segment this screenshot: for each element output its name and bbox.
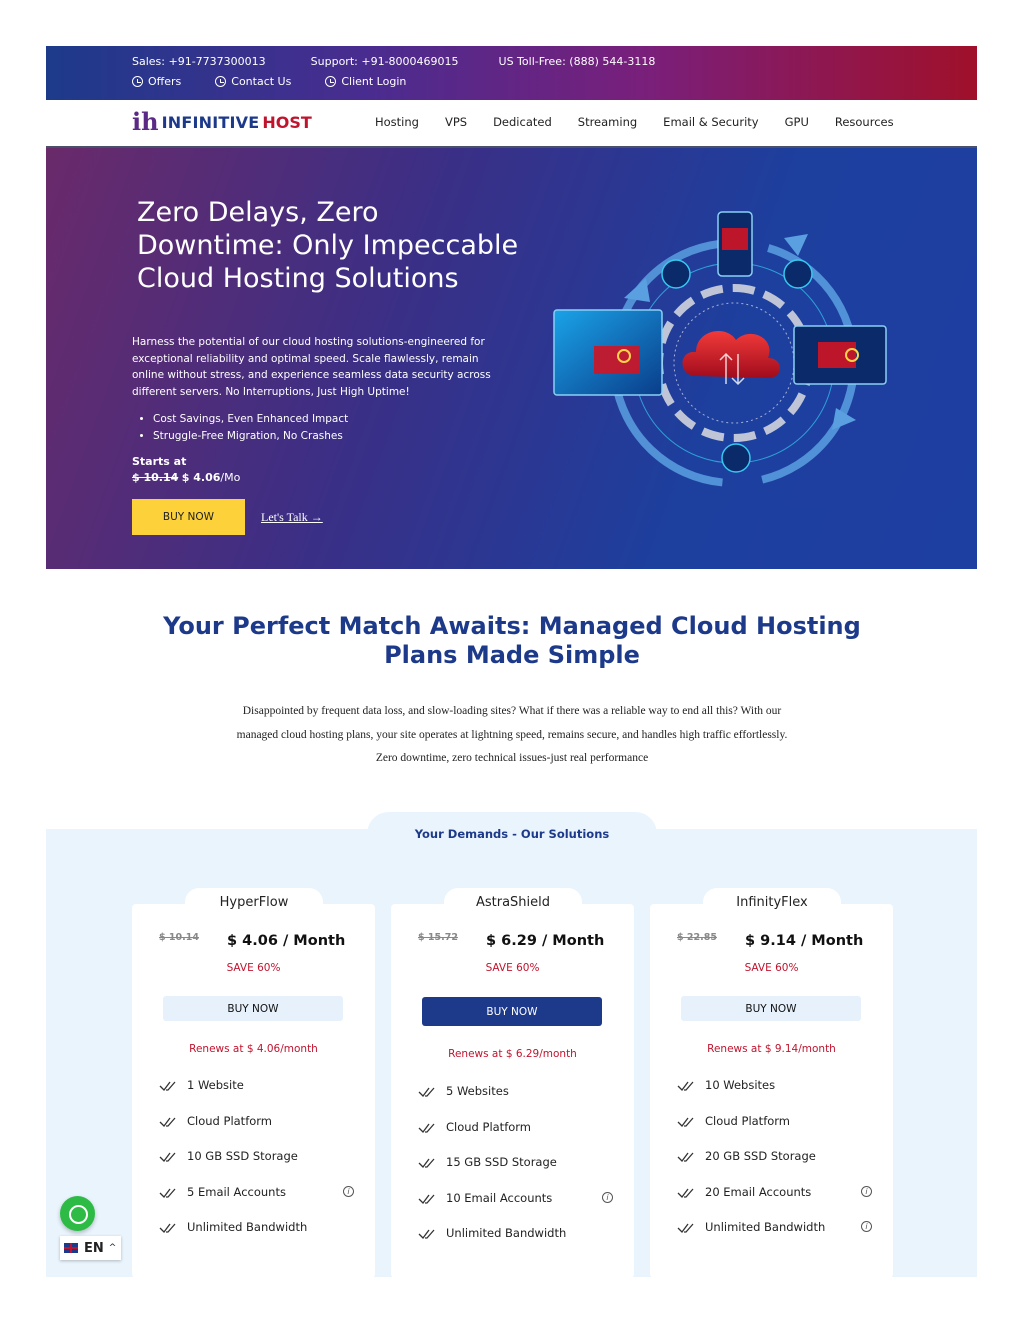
double-check-icon [159, 1116, 177, 1128]
hero-bullet: • Cost Savings, Even Enhanced Impact [153, 411, 348, 428]
plan-name: HyperFlow [185, 888, 323, 914]
plans-tab-label[interactable]: Your Demands - Our Solutions [414, 827, 610, 841]
tollfree-phone[interactable]: (888) 544-3118 [569, 55, 656, 68]
support-phone[interactable]: +91-8000469015 [361, 55, 459, 68]
lets-talk-link[interactable]: Let's Talk → [261, 510, 323, 524]
sales-phone[interactable]: +91-7737300013 [168, 55, 266, 68]
sales-label: Sales: [132, 55, 165, 68]
contact-us-label: Contact Us [231, 75, 292, 88]
plan-buy-now-button[interactable]: BUY NOW [163, 996, 343, 1021]
client-login-link[interactable] [325, 75, 406, 88]
hero-price-period: /Mo [220, 471, 241, 484]
plan-feature-label: Unlimited Bandwidth [446, 1226, 567, 1240]
plan-feature-label: 20 GB SSD Storage [705, 1149, 816, 1163]
plans-intro-line: Disappointed by frequent data loss, and slow-loading sites? What if there was a reliable way to end all this? With our [242, 705, 782, 717]
plan-feature [418, 1120, 618, 1156]
starts-at-label: Starts at [132, 455, 187, 468]
plan-feature [677, 1185, 877, 1221]
plan-save-badge: SAVE 60% [485, 962, 540, 974]
plan-feature-label: 20 Email Accounts [705, 1184, 812, 1199]
hero-new-price: $ 4.06 [181, 471, 221, 484]
plan-feature [418, 1191, 618, 1227]
plan-save-badge: SAVE 60% [744, 962, 799, 974]
plan-name: InfinityFlex [703, 888, 841, 914]
menu-item-vps[interactable]: VPS [444, 115, 468, 129]
info-icon[interactable]: i [343, 1186, 354, 1197]
plan-price: $ 9.14 / Month [745, 933, 864, 949]
plan-feature [677, 1114, 877, 1150]
plan-buy-now-button[interactable]: BUY NOW [681, 996, 861, 1021]
plan-feature [159, 1185, 359, 1221]
double-check-icon [418, 1157, 436, 1169]
plan-feature-label: Cloud Platform [446, 1119, 532, 1134]
contact-us-link[interactable] [215, 75, 291, 88]
double-check-icon [677, 1222, 695, 1234]
menu-item-hosting[interactable]: Hosting [375, 115, 419, 129]
whatsapp-icon[interactable] [60, 1196, 95, 1231]
menu-item-gpu[interactable]: GPU [784, 115, 809, 129]
tollfree-label: US Toll-Free: [498, 55, 566, 68]
plan-feature [677, 1149, 877, 1185]
hero-description: Harness the potential of our cloud hosting solutions-engineered for exceptional reliability and optimal speed. Scale flawlessly, remain online without stress, and experience seamless data security across different servers. No Interruptions, Just High Uptime! [132, 336, 491, 398]
double-check-icon [159, 1151, 177, 1163]
cloud-network-illustration [546, 198, 906, 498]
plan-feature-label: 10 Websites [705, 1078, 776, 1092]
clock-icon [325, 76, 336, 87]
cloud-icon [683, 331, 781, 378]
plan-card-hyperflow [132, 895, 375, 1278]
settings-icon [662, 260, 690, 288]
sync-icon [722, 444, 750, 472]
arrow-icon [624, 278, 650, 302]
plan-buy-now-button[interactable]: BUY NOW [422, 997, 602, 1026]
wifi-icon [784, 260, 812, 288]
plan-feature-label: Unlimited Bandwidth [187, 1220, 308, 1234]
plan-feature [418, 1155, 618, 1191]
double-check-icon [418, 1228, 436, 1240]
plan-feature [159, 1114, 359, 1150]
plan-feature-label: Unlimited Bandwidth [705, 1220, 826, 1234]
plan-features [418, 1084, 618, 1262]
plan-feature-label: 15 GB SSD Storage [446, 1155, 557, 1169]
language-code: EN [84, 1240, 104, 1256]
plans-heading: Your Perfect Match Awaits: Managed Cloud Hosting Plans Made Simple [163, 612, 861, 669]
main-navigation [46, 100, 977, 148]
plan-features [677, 1078, 877, 1256]
top-contact-bar [46, 46, 977, 100]
double-check-icon [677, 1116, 695, 1128]
plan-old-price: $ 10.14 [159, 932, 199, 943]
plan-feature [159, 1149, 359, 1185]
plan-feature [677, 1078, 877, 1114]
menu-bar [375, 115, 894, 129]
language-switcher[interactable] [60, 1236, 121, 1260]
offers-link[interactable] [132, 75, 181, 88]
plan-price: $ 6.29 / Month [486, 933, 605, 949]
clock-icon [215, 76, 226, 87]
double-check-icon [677, 1187, 695, 1199]
uk-flag-icon [64, 1243, 78, 1253]
hero-buy-now-button[interactable]: BUY NOW [132, 499, 245, 535]
plan-renew-text: Renews at $ 9.14/month [707, 1043, 836, 1055]
hero-title: Zero Delays, Zero Downtime: Only Impeccable Cloud Hosting Solutions [137, 197, 519, 294]
double-check-icon [418, 1122, 436, 1134]
plan-feature [677, 1220, 877, 1256]
top-links [132, 75, 440, 88]
hero-old-price: $ 10.14 [132, 471, 179, 484]
plan-price: $ 4.06 / Month [227, 933, 346, 949]
logo-word-infinitive: INFINITIVE [161, 112, 260, 132]
plans-intro [200, 700, 824, 771]
site-logo[interactable] [132, 107, 312, 136]
plan-feature-label: 5 Email Accounts [187, 1184, 286, 1199]
plans-intro-line: managed cloud hosting plans, your site operates at lightning speed, remains secure, and handles high traffic effortlessly. [236, 728, 788, 741]
double-check-icon [418, 1086, 436, 1098]
logo-mark: ih [132, 107, 159, 136]
menu-item-email-security[interactable]: Email & Security [663, 115, 759, 129]
menu-item-dedicated[interactable]: Dedicated [493, 115, 552, 129]
info-icon[interactable]: i [861, 1221, 872, 1232]
double-check-icon [677, 1080, 695, 1092]
plan-feature [418, 1226, 618, 1262]
info-icon[interactable]: i [602, 1192, 613, 1203]
logo-word-host: HOST [262, 112, 312, 132]
plan-feature-label: Cloud Platform [705, 1113, 791, 1128]
plan-feature-label: 10 GB SSD Storage [187, 1149, 298, 1163]
plan-feature [418, 1084, 618, 1120]
plan-feature-label: 10 Email Accounts [446, 1190, 553, 1205]
plan-feature [159, 1078, 359, 1114]
hero-bullet: • Struggle-Free Migration, No Crashes [153, 428, 348, 445]
plan-save-badge: SAVE 60% [226, 962, 281, 974]
plan-card-astrashield [391, 895, 634, 1278]
plan-old-price: $ 15.72 [418, 932, 458, 943]
plan-feature [159, 1220, 359, 1256]
hero-price [132, 471, 240, 484]
hero-banner [46, 148, 977, 569]
plan-feature-label: 1 Website [187, 1078, 244, 1092]
chevron-up-icon: ^ [108, 1243, 117, 1253]
hero-bullets [153, 411, 348, 444]
plan-feature-label: 5 Websites [446, 1084, 509, 1098]
double-check-icon [159, 1222, 177, 1234]
clock-icon [132, 76, 143, 87]
plans-intro-line: Zero downtime, zero technical issues-just real performance [375, 752, 649, 764]
plan-old-price: $ 22.85 [677, 932, 717, 943]
plan-card-infinityflex [650, 895, 893, 1278]
double-check-icon [418, 1193, 436, 1205]
info-icon[interactable]: i [861, 1186, 872, 1197]
plan-name: AstraShield [444, 888, 582, 914]
double-check-icon [677, 1151, 695, 1163]
plan-feature-label: Cloud Platform [187, 1113, 273, 1128]
double-check-icon [159, 1080, 177, 1092]
menu-item-streaming[interactable]: Streaming [577, 115, 638, 129]
double-check-icon [159, 1187, 177, 1199]
support-label: Support: [310, 55, 358, 68]
client-login-label: Client Login [341, 75, 407, 88]
offers-label: Offers [148, 75, 182, 88]
contact-numbers [132, 55, 655, 68]
plan-renew-text: Renews at $ 6.29/month [448, 1048, 577, 1060]
plan-features [159, 1078, 359, 1256]
plan-renew-text: Renews at $ 4.06/month [189, 1043, 318, 1055]
menu-item-resources[interactable]: Resources [834, 115, 894, 129]
